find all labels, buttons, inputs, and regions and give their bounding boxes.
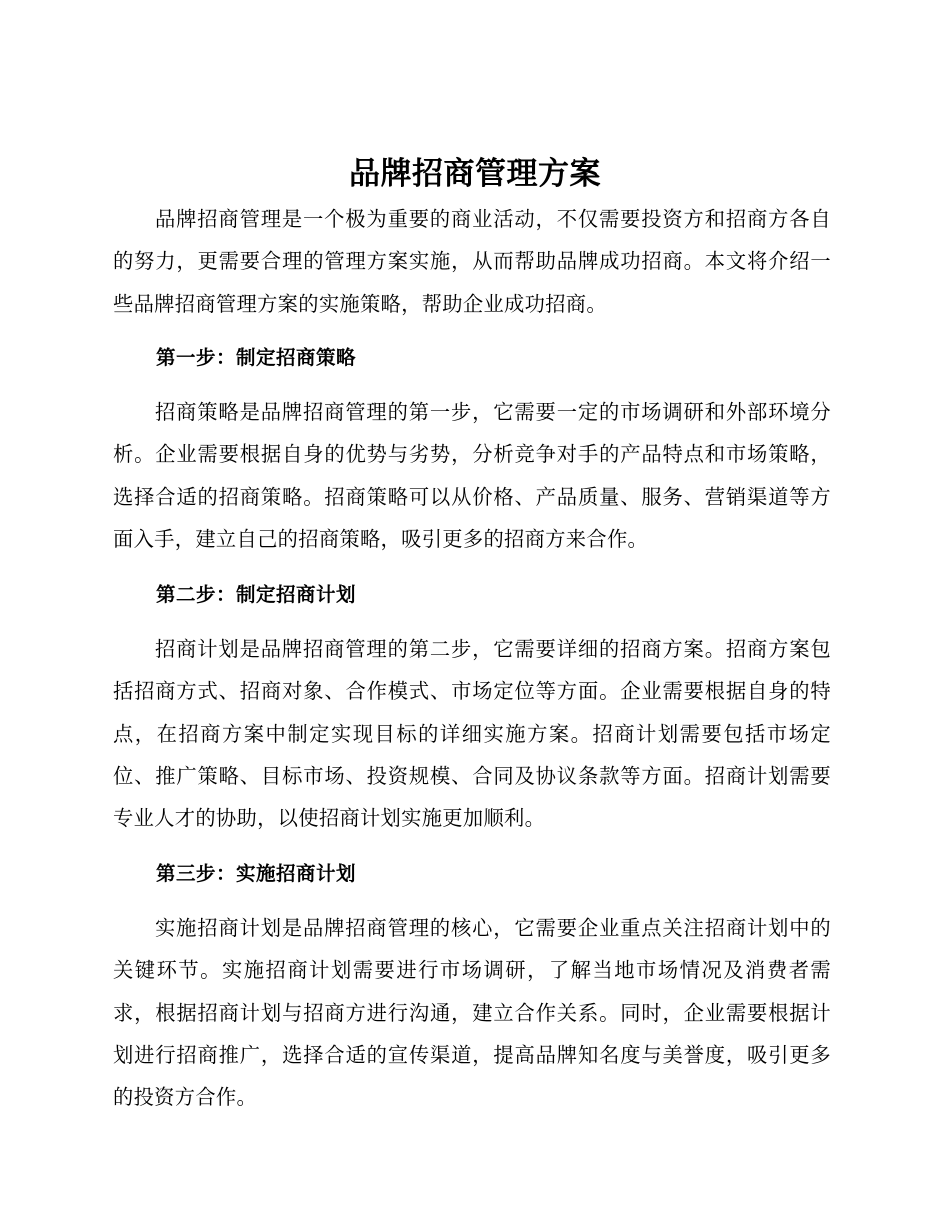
intro-paragraph: 品牌招商管理是一个极为重要的商业活动，不仅需要投资方和招商方各自的努力，更需要合理的管理方案实施，从而帮助品牌成功招商。本文将介绍一些品牌招商管理方案的实施策略，帮助企业成功招商。 <box>113 207 831 316</box>
section-heading-step-1: 第一步：制定招商策略 <box>156 346 357 369</box>
section-body-step-3: 实施招商计划是品牌招商管理的核心，它需要企业重点关注招商计划中的关键环节。实施招商计划需要进行市场调研，了解当地市场情况及消费者需求，根据招商计划与招商方进行沟通，建立合作关系。同时，企业需要根据计划进行招商推广，选择合适的宣传渠道，提高品牌知名度与美誉度，吸引更多的投资方合作。 <box>113 916 831 1110</box>
section-body-step-1: 招商策略是品牌招商管理的第一步，它需要一定的市场调研和外部环境分析。企业需要根据自身的优势与劣势，分析竞争对手的产品特点和市场策略，选择合适的招商策略。招商策略可以从价格、产品质量、服务、营销渠道等方面入手，建立自己的招商策略，吸引更多的招商方来合作。 <box>113 400 831 551</box>
section-body-step-2: 招商计划是品牌招商管理的第二步，它需要详细的招商方案。招商方案包括招商方式、招商对象、合作模式、市场定位等方面。企业需要根据自身的特点，在招商方案中制定实现目标的详细实施方案。招商计划需要包括市场定位、推广策略、目标市场、投资规模、合同及协议条款等方面。招商计划需要专业人才的协助，以使招商计划实施更加顺利。 <box>113 637 831 831</box>
section-heading-step-2: 第二步：制定招商计划 <box>156 583 357 606</box>
section-heading-step-3: 第三步：实施招商计划 <box>156 862 357 885</box>
document-title: 品牌招商管理方案 <box>349 156 601 192</box>
